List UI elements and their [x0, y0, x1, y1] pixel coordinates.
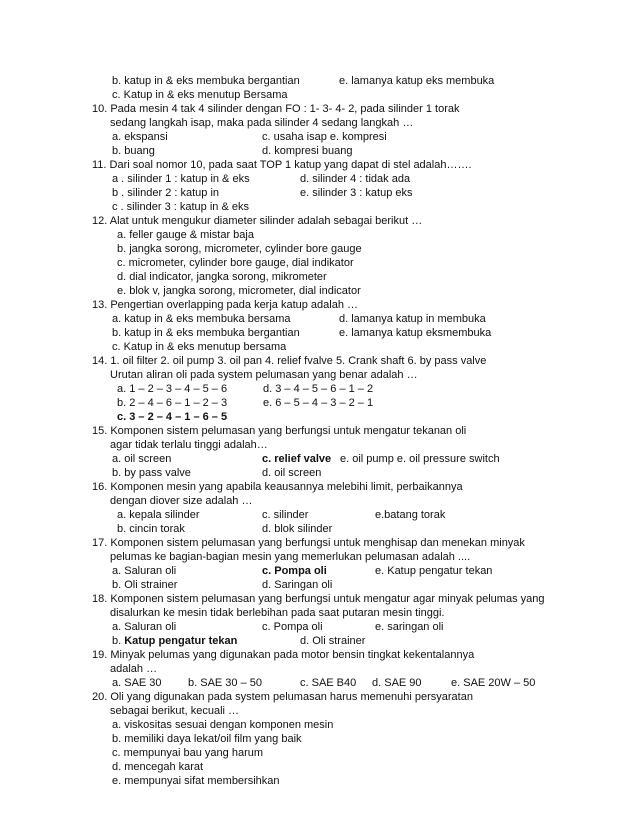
q15-option-a: a. oil screen [112, 453, 172, 465]
q19-option-b: b. SAE 30 – 50 [188, 677, 262, 689]
q15-option-d: d. oil screen [262, 467, 322, 479]
q12-option-a: a. feller gauge & mistar baja [117, 229, 254, 241]
q11-option-d: d. silinder 4 : tidak ada [300, 173, 411, 185]
q16-text: 16. Komponen mesin yang apabila keausannya melebihi limit, perbaikannya [92, 481, 463, 493]
q11-option-e: e. silinder 3 : katup eks [300, 187, 413, 199]
q18-option-d: d. Oli strainer [300, 635, 366, 647]
q10-option-a: a. ekspansi [112, 131, 168, 143]
q15-text: 15. Komponen sistem pelumasan yang berfungsi untuk mengatur tekanan oli [92, 425, 467, 437]
q17-option-d: d. Saringan oli [262, 579, 333, 591]
q19-option-e: e. SAE 20W – 50 [451, 677, 536, 689]
q14-option-b: b. 2 – 4 – 6 – 1 – 2 – 3 [117, 397, 228, 409]
q16-option-c: c. silinder [262, 509, 309, 521]
q18-option-c: c. Pompa oli [262, 621, 323, 633]
q10-option-d: d. kompresi buang [262, 145, 353, 157]
q15-option-e: e. oil pump e. oil pressure switch [340, 453, 500, 465]
q17-option-a: a. Saluran oli [112, 565, 177, 577]
q16-option-a: a. kepala silinder [117, 509, 200, 521]
q17-option-c-answer: c. Pompa oli [262, 565, 327, 577]
q17-option-b: b. Oli strainer [112, 579, 178, 591]
q11-text: 11. Dari soal nomor 10, pada saat TOP 1 katup yang dapat di stel adalah……. [92, 159, 472, 171]
q12-option-e: e. blok v, jangka sorong, micrometer, dial indicator [117, 285, 361, 297]
q18-option-b-text: Katup pengatur tekan [124, 635, 238, 647]
q13-option-c: c. Katup in & eks menutup bersama [112, 341, 287, 353]
q17-text: 17. Komponen sistem pelumasan yang berfungsi untuk menghisap dan menekan minyak [92, 537, 525, 549]
q20-option-b: b. memiliki daya lekat/oil film yang baik [112, 733, 302, 745]
q19-text: 19. Minyak pelumas yang digunakan pada motor bensin tingkat kekentalannya [92, 649, 475, 661]
q10-text: 10. Pada mesin 4 tak 4 silinder dengan FO : 1- 3- 4- 2, pada silinder 1 torak [92, 103, 460, 115]
q13-option-d: d. lamanya katup in membuka [339, 313, 486, 325]
q19-text-cont: adalah … [110, 663, 158, 675]
q10-option-c-e: c. usaha isap e. kompresi [262, 131, 387, 143]
q14-option-e: e. 6 – 5 – 4 – 3 – 2 – 1 [263, 397, 374, 409]
q9-option-b: b. katup in & eks membuka bergantian [112, 75, 300, 87]
q15-option-c-answer: c. relief valve [262, 453, 332, 465]
q10-text-cont: sedang langkah isap, maka pada silinder 4 sedang langkah … [110, 117, 414, 129]
q16-text-cont: dengan diover size adalah … [110, 495, 253, 507]
q16-option-b: b. cincin torak [117, 523, 185, 535]
q16-option-e: e.batang torak [375, 509, 446, 521]
q19-option-c: c. SAE B40 [300, 677, 357, 689]
q10-option-b: b. buang [112, 145, 155, 157]
q17-option-e: e. Katup pengatur tekan [375, 565, 493, 577]
q11-option-a: a . silinder 1 : katup in & eks [112, 173, 250, 185]
q16-option-d: d. blok silinder [262, 523, 333, 535]
q20-option-e: e. mempunyai sifat membersihkan [112, 775, 280, 787]
q12-option-c: c. micrometer, cylinder bore gauge, dial indikator [117, 257, 354, 269]
q19-option-d: d. SAE 90 [372, 677, 422, 689]
q20-option-a: a. viskositas sesuai dengan komponen mesin [112, 719, 334, 731]
q18-text-cont: disalurkan ke mesin tidak berlebihan pada saat putaran mesin tinggi. [110, 607, 445, 619]
q9-option-c: c. Katup in & eks menutup Bersama [112, 89, 288, 101]
q14-option-c-answer: c. 3 – 2 – 4 – 1 – 6 – 5 [117, 411, 228, 423]
q14-text-cont: Urutan aliran oli pada system pelumasan yang benar adalah … [110, 369, 418, 381]
q20-text-cont: sebagai berikut, kecuali … [110, 705, 240, 717]
q12-option-b: b. jangka sorong, micrometer, cylinder bore gauge [117, 243, 362, 255]
q15-option-b: b. by pass valve [112, 467, 191, 479]
q11-option-c: c . silinder 3 : katup in & eks [112, 201, 249, 213]
q13-option-b: b. katup in & eks membuka bergantian [112, 327, 300, 339]
q20-option-c: c. mempunyai bau yang harum [112, 747, 264, 759]
q11-option-b: b . silinder 2 : katup in [112, 187, 220, 199]
q15-text-cont: agar tidak terlalu tinggi adalah… [110, 439, 268, 451]
q19-option-a: a. SAE 30 [112, 677, 162, 689]
q20-text: 20. Oli yang digunakan pada system pelumasan harus memenuhi persyaratan [92, 691, 473, 703]
q18-option-b-answer [112, 634, 237, 648]
q12-text: 12. Alat untuk mengukur diameter silinder adalah sebagai berikut … [92, 215, 423, 227]
q18-option-b-letter: b. [112, 635, 125, 647]
q9-option-e: e. lamanya katup eks membuka [339, 75, 495, 87]
q13-option-a: a. katup in & eks membuka bersama [112, 313, 291, 325]
q12-option-d: d. dial indicator, jangka sorong, mikrometer [117, 271, 327, 283]
q13-text: 13. Pengertian overlapping pada kerja katup adalah … [92, 299, 359, 311]
q17-text-cont: pelumas ke bagian-bagian mesin yang memerlukan pelumasan adalah .... [110, 551, 471, 563]
q13-option-e: e. lamanya katup eksmembuka [339, 327, 492, 339]
q18-option-e: e. saringan oli [375, 621, 444, 633]
q18-option-a: a. Saluran oli [112, 621, 177, 633]
q14-text: 14. 1. oil filter 2. oil pump 3. oil pan 4. relief fvalve 5. Crank shaft 6. by pass valve [92, 355, 487, 367]
q18-text: 18. Komponen sistem pelumasan yang berfungsi untuk mengatur agar minyak pelumas yang [92, 593, 545, 605]
q14-option-d: d. 3 – 4 – 5 – 6 – 1 – 2 [263, 383, 374, 395]
q20-option-d: d. mencegah karat [112, 761, 204, 773]
q14-option-a: a. 1 – 2 – 3 – 4 – 5 – 6 [117, 383, 228, 395]
